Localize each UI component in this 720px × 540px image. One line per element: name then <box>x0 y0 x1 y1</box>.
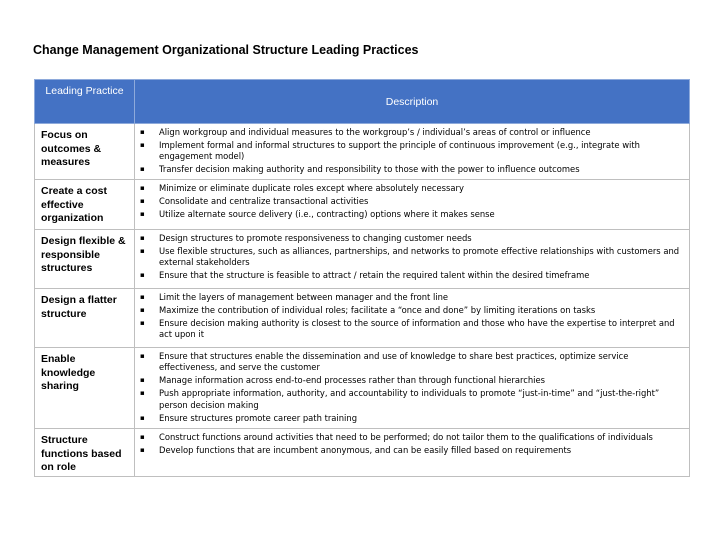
description-list <box>135 292 683 340</box>
bullet-icon: ▪ <box>140 319 145 328</box>
bullet-icon: ▪ <box>140 210 145 219</box>
bullet-icon: ▪ <box>140 413 145 422</box>
list-item-text: Implement formal and informal structures to support the principle of continuous improvement (e.g., integrate with engagement model) <box>159 140 640 162</box>
bullet-icon: ▪ <box>140 433 145 442</box>
list-item-text: Ensure structures promote career path training <box>159 412 358 423</box>
header-leading-practice: Leading Practice <box>35 80 135 124</box>
leading-practices-table <box>34 79 690 477</box>
bullet-icon: ▪ <box>140 306 145 315</box>
practice-description <box>135 124 690 180</box>
page-title: Change Management Organizational Structure Leading Practices <box>33 43 419 57</box>
description-list <box>135 183 683 220</box>
practice-description <box>135 180 690 230</box>
list-item <box>135 305 683 316</box>
bullet-icon: ▪ <box>140 247 145 256</box>
list-item <box>135 270 683 281</box>
list-item <box>135 292 683 303</box>
description-list <box>135 432 683 456</box>
table-row <box>35 348 690 429</box>
list-item-text: Ensure that structures enable the dissemination and use of knowledge to share best practices, optimize service effectiveness, and serve the customer <box>159 351 629 373</box>
list-item <box>135 164 683 175</box>
bullet-icon: ▪ <box>140 197 145 206</box>
list-item-text: Limit the layers of management between manager and the front line <box>159 292 449 303</box>
bullet-icon: ▪ <box>140 165 145 174</box>
table-row <box>35 124 690 180</box>
list-item <box>135 413 683 424</box>
list-item-text: Develop functions that are incumbent anonymous, and can be easily filled based on requirements <box>159 445 572 456</box>
practice-name: Enable knowledge sharing <box>35 348 135 429</box>
practice-description <box>135 230 690 289</box>
practice-description <box>135 348 690 429</box>
list-item <box>135 209 683 220</box>
list-item <box>135 233 683 244</box>
bullet-icon: ▪ <box>140 446 145 455</box>
description-list <box>135 127 683 175</box>
list-item-text: Ensure decision making authority is closest to the source of information and those who have the expertise to interpret and act upon it <box>159 318 675 340</box>
list-item <box>135 183 683 194</box>
list-item-text: Push appropriate information, authority, and accountability to individuals to promote “just-in-time” and “just-the-right” person decision making <box>159 388 660 410</box>
list-item <box>135 196 683 207</box>
practice-name: Design a flatter structure <box>35 289 135 348</box>
practice-name: Structure functions based on role <box>35 429 135 477</box>
list-item-text: Consolidate and centralize transactional activities <box>159 196 369 207</box>
list-item-text: Minimize or eliminate duplicate roles except where absolutely necessary <box>159 183 464 194</box>
bullet-icon: ▪ <box>140 389 145 398</box>
list-item <box>135 318 683 340</box>
list-item-text: Utilize alternate source delivery (i.e., contracting) options where it makes sense <box>159 209 495 220</box>
description-list <box>135 233 683 281</box>
list-item-text: Use flexible structures, such as alliances, partnerships, and networks to promote effective relationships with customers and external stakeholders <box>159 246 680 268</box>
list-item <box>135 351 683 373</box>
table-header-row <box>35 80 690 124</box>
table-row <box>35 289 690 348</box>
list-item <box>135 445 683 456</box>
list-item <box>135 388 683 410</box>
list-item <box>135 127 683 138</box>
list-item-text: Transfer decision making authority and responsibility to those with the power to influence outcomes <box>159 164 580 175</box>
bullet-icon: ▪ <box>140 376 145 385</box>
list-item <box>135 432 683 443</box>
list-item-text: Design structures to promote responsiveness to changing customer needs <box>159 233 472 244</box>
bullet-icon: ▪ <box>140 293 145 302</box>
list-item-text: Construct functions around activities that need to be performed; do not tailor them to the qualifications of individuals <box>159 432 653 443</box>
table-row <box>35 230 690 289</box>
practice-name: Design flexible & responsible structures <box>35 230 135 289</box>
bullet-icon: ▪ <box>140 271 145 280</box>
list-item <box>135 140 683 162</box>
practice-name: Focus on outcomes & measures <box>35 124 135 180</box>
list-item <box>135 375 683 386</box>
description-list <box>135 351 683 424</box>
practice-description <box>135 429 690 477</box>
list-item-text: Align workgroup and individual measures to the workgroup’s / individual’s areas of control or influence <box>159 127 591 137</box>
practice-name: Create a cost effective organization <box>35 180 135 230</box>
list-item <box>135 246 683 268</box>
table-row <box>35 180 690 230</box>
list-item-text: Manage information across end-to-end processes rather than through functional hierarchies <box>159 375 546 386</box>
practice-description <box>135 289 690 348</box>
bullet-icon: ▪ <box>140 184 145 193</box>
bullet-icon: ▪ <box>140 352 145 361</box>
list-item-text: Ensure that the structure is feasible to attract / retain the required talent within the desired timeframe <box>159 270 590 281</box>
bullet-icon: ▪ <box>140 141 145 149</box>
header-description: Description <box>135 80 690 124</box>
table-row <box>35 429 690 477</box>
bullet-icon: ▪ <box>140 128 145 136</box>
list-item-text: Maximize the contribution of individual roles; facilitate a “once and done” by limiting iterations on tasks <box>159 305 596 316</box>
bullet-icon: ▪ <box>140 234 145 243</box>
